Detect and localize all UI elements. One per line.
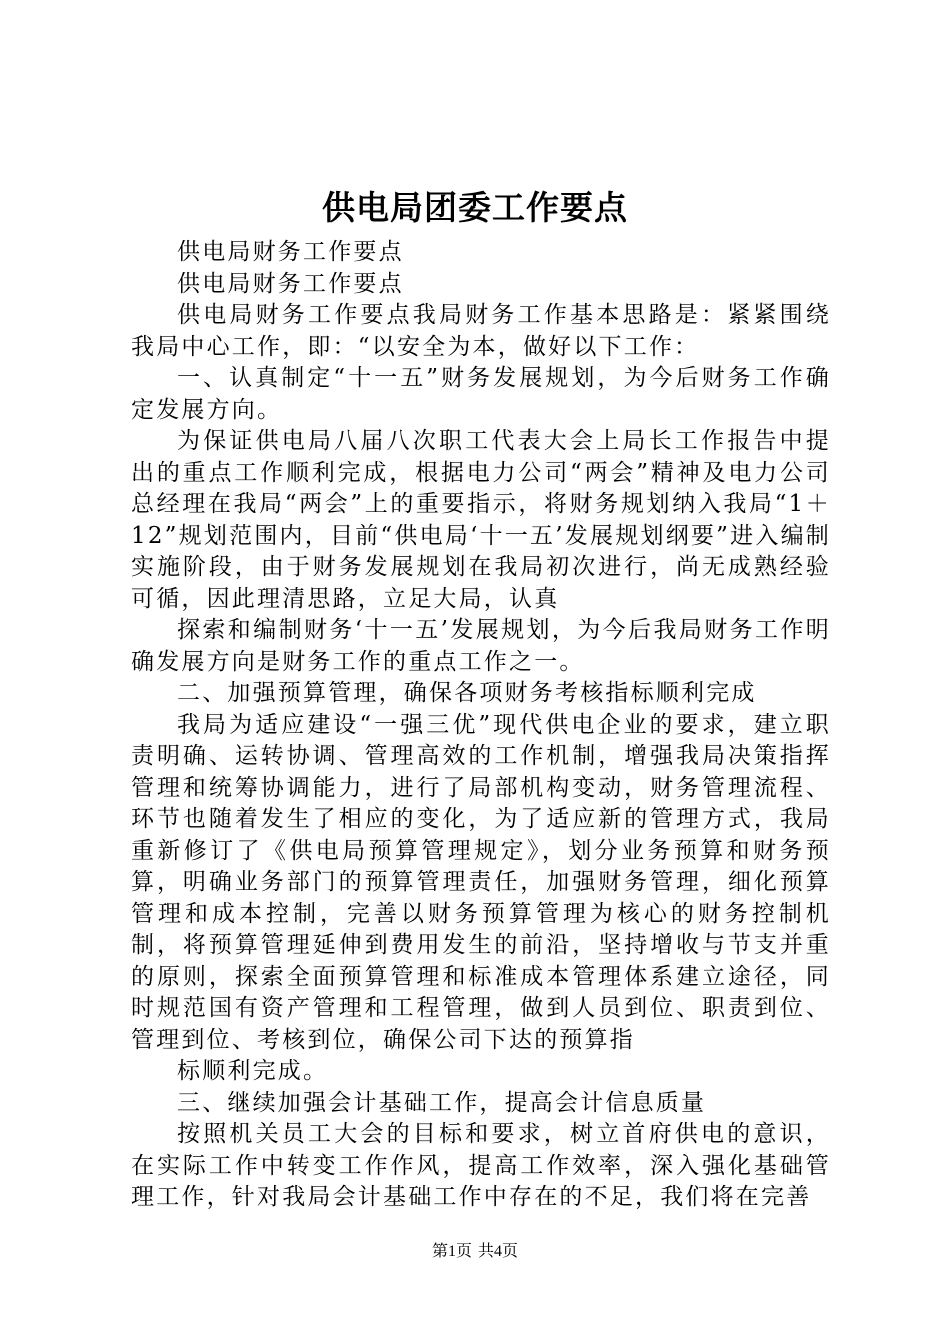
paragraph: 供电局财务工作要点 xyxy=(177,270,404,297)
page-number: 第1页 xyxy=(431,1243,472,1260)
page-title: 供电局团委工作要点 xyxy=(322,188,628,227)
document-body xyxy=(131,237,831,1214)
section-heading: 一、认真制定“十一五”财务发展规划，为今后财务工作确定发展方向。 xyxy=(131,365,831,423)
paragraph: 供电局财务工作要点我局财务工作基本思路是：紧紧围绕我局中心工作，即：“以安全为本，做好以下工作： xyxy=(131,302,831,360)
section-heading: 三、继续加强会计基础工作，提高会计信息质量 xyxy=(177,1089,707,1116)
paragraph: 为保证供电局八届八次职工代表大会上局长工作报告中提出的重点工作顺利完成，根据电力公司“两会”精神及电力公司总经理在我局“两会”上的重要指示，将财务规划纳入我局“1＋12”规划范围内，目前“供电局‘十一五’发展规划纲要”进入编制实施阶段，由于财务发展规划在我局初次进行，尚无成熟经验可循，因此理清思路，立足大局，认真 xyxy=(131,428,831,612)
paragraph: 标顺利完成。 xyxy=(177,1058,329,1084)
paragraph: 供电局财务工作要点 xyxy=(177,239,404,265)
page-total: 共4页 xyxy=(478,1243,519,1260)
paragraph: 我局为适应建设“一强三优”现代供电企业的要求，建立职责明确、运转协调、管理高效的工作机制，增强我局决策指挥管理和统筹协调能力，进行了局部机构变动，财务管理流程、环节也随着发生了相应的变化，为了适应新的管理方式，我局重新修订了《供电局预算管理规定》，划分业务预算和财务预算，明确业务部门的预算管理责任，加强财务管理，细化预算管理和成本控制，完善以财务预算管理为核心的财务控制机制，将预算管理延伸到费用发生的前沿，坚持增收与节支并重的原则，探索全面预算管理和标准成本管理体系建立途径，同时规范国有资产管理和工程管理，做到人员到位、职责到位、管理到位、考核到位，确保公司下达的预算指 xyxy=(131,711,831,1053)
page-footer xyxy=(0,1241,950,1263)
section-heading: 二、加强预算管理，确保各项财务考核指标顺利完成 xyxy=(177,680,757,706)
paragraph: 探索和编制财务‘十一五’发展规划，为今后我局财务工作明确发展方向是财务工作的重点工作之一。 xyxy=(131,617,831,675)
paragraph: 按照机关员工大会的目标和要求，树立首府供电的意识，在实际工作中转变工作作风，提高工作效率，深入强化基础管理工作，针对我局会计基础工作中存在的不足，我们将在完善 xyxy=(131,1121,831,1210)
